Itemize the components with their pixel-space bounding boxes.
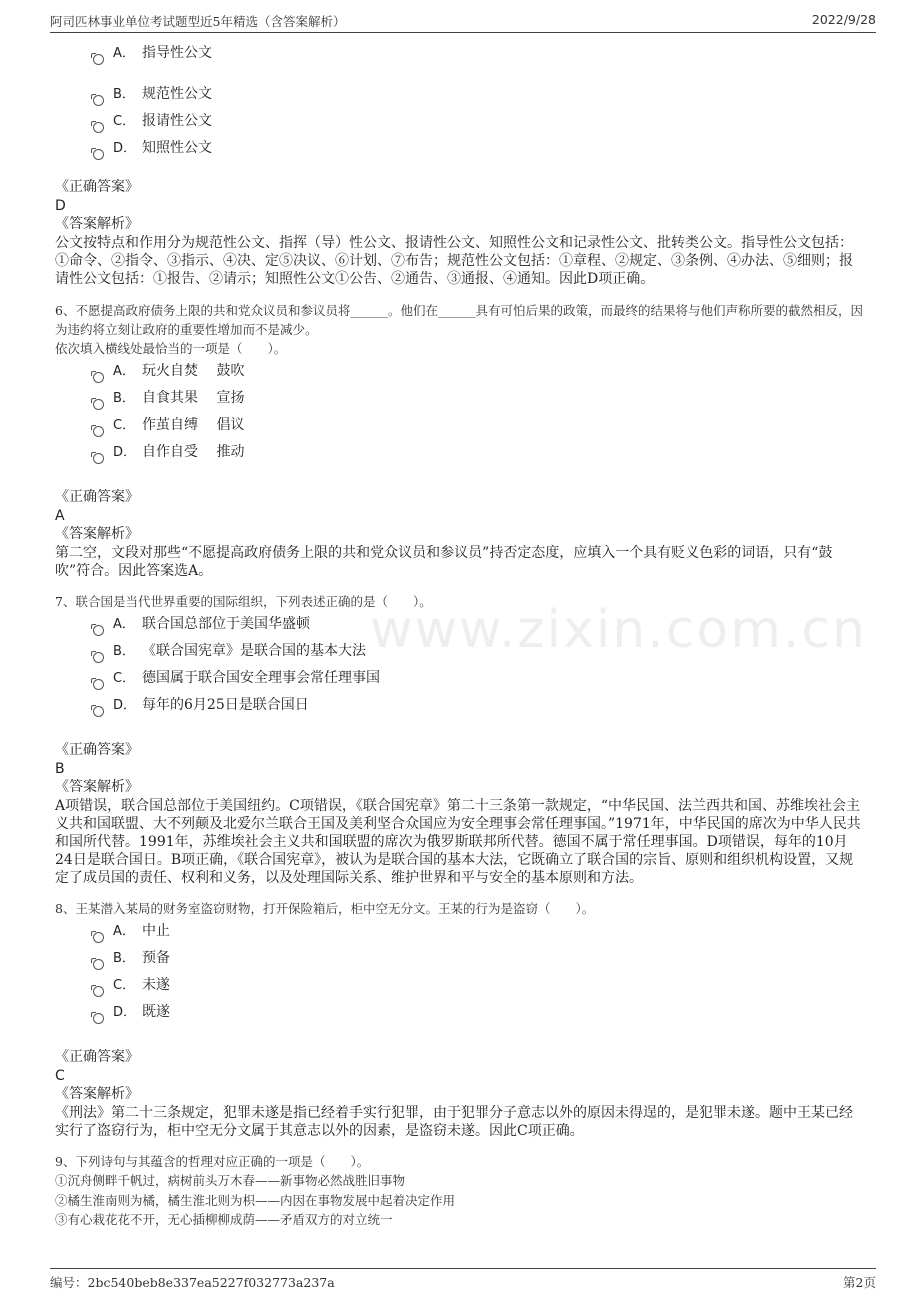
answer-value: C [55,1068,65,1084]
question-text: 8、王某潜入某局的财务室盗窃财物，打开保险箱后，柜中空无分文。王某的行为是盗窃（ ）。 [55,901,595,916]
radio-icon[interactable] [93,706,104,717]
radio-icon[interactable] [93,453,104,464]
explanation-label: 《答案解析》 [55,216,139,232]
explanation-label: 《答案解析》 [55,779,139,795]
option-b[interactable]: B． 自食其果 宣扬 [55,385,863,412]
explanation-label: 《答案解析》 [55,1086,139,1102]
question-5 [55,40,863,288]
radio-icon[interactable] [93,95,104,106]
option-a[interactable]: A． 联合国总部位于美国华盛顿 [55,611,863,638]
option-c[interactable]: C． 报请性公文 [55,108,863,135]
radio-icon[interactable] [93,959,104,970]
question-text: 9、下列诗句与其蕴含的哲理对应正确的一项是（ ）。 [55,1154,370,1169]
poem-clause-1: ①沉舟侧畔千帆过，病树前头万木春——新事物必然战胜旧事物 [55,1173,406,1188]
poem-clause-3: ③有心栽花花不开，无心插柳柳成荫——矛盾双方的对立统一 [55,1212,393,1227]
page-content [55,36,863,1230]
option-a[interactable]: A． 指导性公文 [55,40,863,67]
question-text: 7、联合国是当代世界重要的国际组织，下列表述正确的是（ ）。 [55,594,432,609]
radio-icon[interactable] [93,1013,104,1024]
question-text: 6、不愿提高政府债务上限的共和党众议员和参议员将______。他们在______具有可怕后果的政策，而最终的结果将与他们声称所要的截然相反，因为违约将立刻让政府的重要性增加而不是减少。 [55,303,863,337]
document-code: 编号：2bc540beb8e337ea5227f032773a237a [50,1275,335,1290]
poem-clause-2: ②橘生淮南则为橘，橘生淮北则为枳——内因在事物发展中起着决定作用 [55,1192,456,1208]
option-d[interactable]: D． 自作自受 推动 [55,439,863,466]
document-title: 阿司匹林事业单位考试题型近5年精选（含答案解析） [50,14,346,29]
answer-value: A [55,508,65,524]
option-b[interactable]: B． 《联合国宪章》是联合国的基本大法 [55,638,863,665]
radio-icon[interactable] [93,932,104,943]
option-d[interactable]: D． 知照性公文 [55,135,863,162]
radio-icon[interactable] [93,426,104,437]
watermark: www.zixin.com.cn [370,600,867,660]
option-c[interactable]: C． 德国属于联合国安全理事会常任理事国 [55,665,863,692]
radio-icon[interactable] [93,372,104,383]
question-7 [55,592,863,887]
radio-icon[interactable] [93,625,104,636]
radio-icon[interactable] [93,986,104,997]
option-d[interactable]: D． 既遂 [55,999,863,1026]
answer-label: 《正确答案》 [55,742,139,758]
radio-icon[interactable] [93,652,104,663]
option-a[interactable]: A． 中止 [55,918,863,945]
option-b[interactable]: B． 预备 [55,945,863,972]
answer-value: B [55,761,65,777]
answer-label: 《正确答案》 [55,489,139,505]
radio-icon[interactable] [93,399,104,410]
explanation-text: 《刑法》第二十三条规定，犯罪未遂是指已经着手实行犯罪，由于犯罪分子意志以外的原因未得逞的，是犯罪未遂。题中王某已经实行了盗窃行为，柜中空无分文属于其意志以外的因素，是盗窃未遂。因此C项正确。 [55,1105,853,1139]
radio-icon[interactable] [93,149,104,160]
answer-label: 《正确答案》 [55,1049,139,1065]
question-6 [55,301,863,580]
question-9 [55,1152,863,1230]
option-c[interactable]: C． 未遂 [55,972,863,999]
option-d[interactable]: D． 每年的6月25日是联合国日 [55,692,863,719]
explanation-label: 《答案解析》 [55,526,139,542]
option-c[interactable]: C． 作茧自缚 倡议 [55,412,863,439]
explanation-text: A项错误，联合国总部位于美国纽约。C项错误，《联合国宪章》第二十三条第一款规定，“中华民国、法兰西共和国、苏维埃社会主义共和国联盟、大不列颠及北爱尔兰联合王国及美利坚合众国应为安全理事会常任理事国。”1971年，中华民国的席次为中华人民共和国所代替。1991年，苏维埃社会主义共和国联盟的席次为俄罗斯联邦所代替。德国不属于常任理事国。D项错误，每年的10月24日是联合国日。B项正确，《联合国宪章》，被认为是联合国的基本大法，它既确立了联合国的宗旨、原则和组织机构设置，又规定了成员国的责任、权利和义务，以及处理国际关系、维护世界和平与安全的基本原则和方法。 [55,798,861,886]
answer-value: D [55,198,66,214]
explanation-text: 公文按特点和作用分为规范性公文、指挥（导）性公文、报请性公文、知照性公文和记录性公文、批转类公文。指导性公文包括：①命令、②指令、③指示、④决、定⑤决议、⑥计划、⑦布告；规范性公文包括：①章程、②规定、③条例、④办法、⑤细则；报请性公文包括：①报告、②请示；知照性公文①公告、②通告、③通报、④通知。因此D项正确。 [55,235,853,287]
radio-icon[interactable] [93,679,104,690]
option-a[interactable]: A． 玩火自焚 鼓吹 [55,358,863,385]
explanation-text: 第二空，文段对那些“不愿提高政府债务上限的共和党众议员和参议员”持否定态度，应填入一个具有贬义色彩的词语，只有“鼓吹”符合。因此答案选A。 [55,545,833,579]
radio-icon[interactable] [93,54,104,65]
question-prompt: 依次填入横线处最恰当的一项是（ ）。 [55,341,287,356]
page-header [50,12,876,33]
answer-label: 《正确答案》 [55,179,139,195]
question-8 [55,899,863,1140]
option-b[interactable]: B． 规范性公文 [55,81,863,108]
page-footer [50,1268,876,1290]
page-number: 第2页 [843,1275,876,1290]
document-date: 2022/9/28 [811,12,876,27]
radio-icon[interactable] [93,122,104,133]
